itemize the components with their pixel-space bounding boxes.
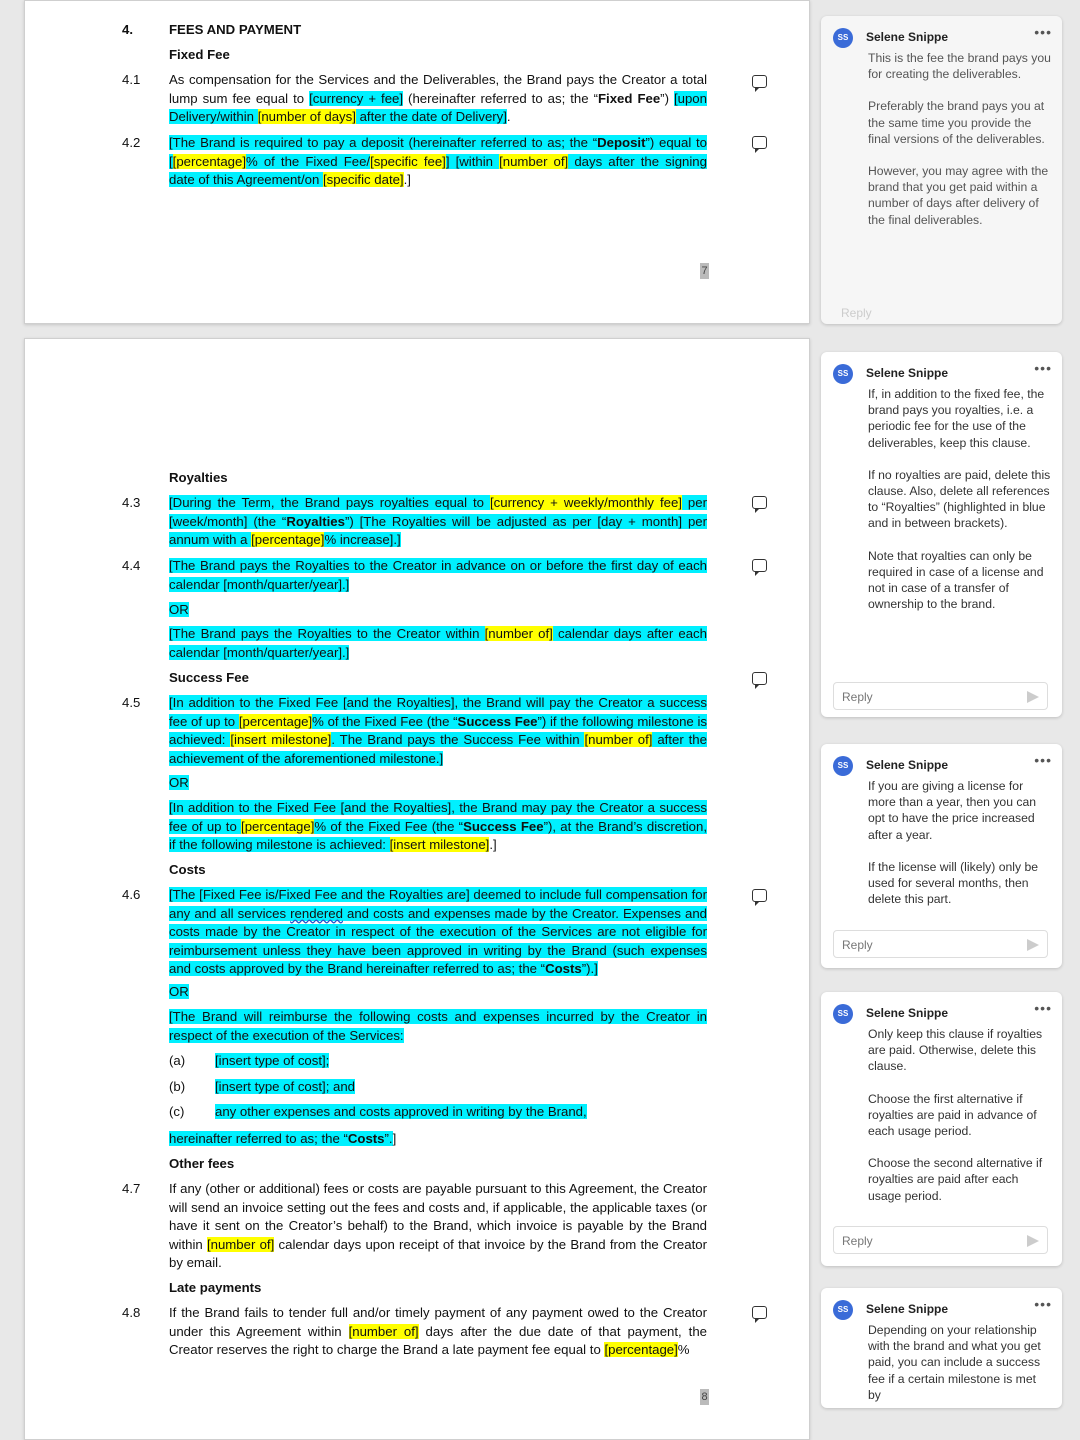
costs-definition[interactable]: hereinafter referred to as; the “Costs”.] bbox=[169, 1131, 397, 1146]
comment-marker-icon[interactable] bbox=[752, 559, 767, 572]
more-options-icon[interactable]: ••• bbox=[1034, 24, 1052, 40]
list-item[interactable]: [insert type of cost]; bbox=[215, 1053, 330, 1068]
comment-card[interactable] bbox=[821, 992, 1062, 1266]
or-divider: OR bbox=[169, 602, 189, 617]
clause-number: 4.2 bbox=[122, 135, 141, 150]
comment-marker-icon[interactable] bbox=[752, 496, 767, 509]
more-options-icon[interactable]: ••• bbox=[1034, 1296, 1052, 1312]
royalties-heading: Royalties bbox=[169, 470, 228, 485]
list-label: (b) bbox=[169, 1079, 186, 1094]
or-divider: OR bbox=[169, 775, 189, 790]
comment-author: Selene Snippe bbox=[866, 758, 949, 772]
comment-card[interactable] bbox=[821, 1288, 1062, 1408]
clause-number: 4.1 bbox=[122, 72, 141, 87]
comment-body: Only keep this clause if royalties are paid. Otherwise, delete this clause. Choose the first alternative if royalties are paid in advance of each usage period. Choose the second alternative if royalties are paid after each usage period. bbox=[868, 1027, 1043, 1203]
comment-body: If you are giving a license for more than a year, then you can opt to have the price increased after a year. If the license will (likely) only be used for several months, then delete this part. bbox=[868, 779, 1039, 907]
clause-4-2[interactable]: [The Brand is required to pay a deposit (hereinafter referred to as; the “Deposit”) equal to [[percentage]% of the Fixed Fee/[specific fee]] [within [number of] days after the signing date of this Agreement/on [specific date].] bbox=[169, 135, 707, 187]
avatar: SS bbox=[833, 1004, 853, 1024]
comment-card[interactable] bbox=[821, 744, 1062, 968]
clause-4-6-alt[interactable]: [The Brand will reimburse the following costs and expenses incurred by the Creator in respect of the execution of the Services: bbox=[169, 1009, 707, 1043]
comment-marker-icon[interactable] bbox=[752, 75, 767, 88]
reply-placeholder: Reply bbox=[842, 938, 873, 952]
clause-number: 4.5 bbox=[122, 695, 141, 710]
send-icon[interactable] bbox=[1027, 691, 1039, 703]
reply-input[interactable] bbox=[833, 930, 1048, 958]
comment-author: Selene Snippe bbox=[866, 30, 949, 44]
comment-card[interactable] bbox=[821, 352, 1062, 717]
clause-number: 4.8 bbox=[122, 1305, 141, 1320]
more-options-icon[interactable]: ••• bbox=[1034, 1000, 1052, 1016]
comment-body: Depending on your relationship with the brand and what you get paid, you can include a success fee if a certain milestone is met by bbox=[868, 1323, 1041, 1402]
clause-4-5-alt[interactable]: [In addition to the Fixed Fee [and the Royalties], the Brand may pay the Creator a success fee of up to [percentage]% of the Fixed Fee (the “Success Fee”), at the Brand’s discretion, if the following milestone is achieved: [insert milestone].] bbox=[169, 800, 707, 852]
send-icon[interactable] bbox=[1027, 939, 1039, 951]
list-item[interactable]: [insert type of cost]; and bbox=[215, 1079, 356, 1094]
comment-body: If, in addition to the fixed fee, the brand pays you royalties, i.e. a periodic fee for the use of the deliverables, keep this clause. If no royalties are paid, delete this clause. Also, delete all references to “Royalties” (highlighted in blue and in between brackets). Note that royalties can only be required in case of a license and not in case of a transfer of ownership to the brand. bbox=[868, 387, 1051, 612]
reply-input[interactable]: Reply bbox=[841, 306, 872, 320]
comment-author: Selene Snippe bbox=[866, 1302, 949, 1316]
list-label: (a) bbox=[169, 1053, 186, 1068]
avatar: SS bbox=[833, 28, 853, 48]
clause-number: 4.7 bbox=[122, 1181, 141, 1196]
send-icon[interactable] bbox=[1027, 1235, 1039, 1247]
page-number: 7 bbox=[701, 265, 708, 277]
costs-heading: Costs bbox=[169, 862, 206, 877]
late-payments-heading: Late payments bbox=[169, 1280, 262, 1295]
avatar: SS bbox=[833, 364, 853, 384]
clause-number: 4.3 bbox=[122, 495, 141, 510]
comment-marker-icon[interactable] bbox=[752, 889, 767, 902]
page-number: 8 bbox=[701, 1391, 708, 1403]
reply-placeholder: Reply bbox=[842, 1234, 873, 1248]
clause-4-5[interactable]: [In addition to the Fixed Fee [and the Royalties], the Brand will pay the Creator a success fee of up to [percentage]% of the Fixed Fee (the “Success Fee”) if the following milestone is achieved: [insert milestone]. The Brand pays the Success Fee within [number of] after the achievement of the aforementioned milestone.] bbox=[169, 695, 707, 766]
comment-card[interactable] bbox=[821, 16, 1062, 324]
clause-4-8[interactable]: If the Brand fails to tender full and/or timely payment of any payment owed to the Creator under this Agreement within [number of] days after the due date of that payment, the Creator reserves the right to charge the Brand a late payment fee equal to [percentage]% bbox=[169, 1305, 707, 1357]
document-page-7 bbox=[24, 0, 810, 324]
comment-author: Selene Snippe bbox=[866, 366, 949, 380]
other-fees-heading: Other fees bbox=[169, 1156, 235, 1171]
clause-4-4-alt[interactable]: [The Brand pays the Royalties to the Creator within [number of] calendar days after each calendar [month/quarter/year].] bbox=[169, 626, 707, 660]
comment-body: This is the fee the brand pays you for creating the deliverables. Preferably the brand pays you at the same time you provide the final versions of the deliverables. However, you may agree with the brand that you get paid within a number of days after delivery of the final deliverables. bbox=[868, 51, 1051, 227]
comment-marker-icon[interactable] bbox=[752, 136, 767, 149]
list-label: (c) bbox=[169, 1104, 185, 1119]
or-divider: OR bbox=[169, 984, 189, 999]
list-item[interactable]: any other expenses and costs approved in writing by the Brand, bbox=[215, 1104, 587, 1119]
clause-4-6[interactable]: [The [Fixed Fee is/Fixed Fee and the Royalties are] deemed to include full compensation for any and all services rendered and costs and expenses made by the Creator. Expenses and costs made by the Creator in respect of the execution of the Services are not eligible for reimbursement unless they have been approved in writing by the Brand (such expenses and costs approved by the Brand hereinafter referred to as; the “Costs”).] bbox=[169, 887, 708, 976]
comment-marker-icon[interactable] bbox=[752, 1306, 767, 1319]
reply-input[interactable] bbox=[833, 1226, 1048, 1254]
document-page-8 bbox=[24, 338, 810, 1440]
reply-placeholder: Reply bbox=[842, 690, 873, 704]
more-options-icon[interactable]: ••• bbox=[1034, 360, 1052, 376]
success-fee-heading: Success Fee bbox=[169, 670, 249, 685]
clause-4-3[interactable]: [During the Term, the Brand pays royalties equal to [currency + weekly/monthly fee] per [week/month] (the “Royalties”) [The Royalties will be adjusted as per [day + month] per annum with a [percentage]% increase].] bbox=[169, 495, 707, 547]
comment-author: Selene Snippe bbox=[866, 1006, 949, 1020]
clause-4-7[interactable]: If any (other or additional) fees or costs are payable pursuant to this Agreement, the Creator will send an invoice setting out the fees and costs and, if applicable, the applicable taxes (or have it sent on the Creator’s behalf) to the Brand, which invoice is payable by the Brand within [number of] calendar days upon receipt of that invoice by the Brand from the Creator by email. bbox=[169, 1181, 707, 1270]
comment-marker-icon[interactable] bbox=[752, 672, 767, 685]
fixed-fee-heading: Fixed Fee bbox=[169, 47, 230, 62]
section-title: FEES AND PAYMENT bbox=[169, 22, 302, 37]
clause-4-4[interactable]: [The Brand pays the Royalties to the Creator in advance on or before the first day of each calendar [month/quarter/year].] bbox=[169, 558, 707, 592]
clause-number: 4.4 bbox=[122, 558, 141, 573]
avatar: SS bbox=[833, 1300, 853, 1320]
clause-4-1[interactable]: As compensation for the Services and the Deliverables, the Brand pays the Creator a total lump sum fee equal to [currency + fee] (hereinafter referred to as; the “Fixed Fee”) [upon Delivery/within [number of days] after the date of Delivery]. bbox=[169, 72, 707, 124]
reply-input[interactable] bbox=[833, 682, 1048, 710]
more-options-icon[interactable]: ••• bbox=[1034, 752, 1052, 768]
section-number: 4. bbox=[122, 22, 133, 37]
avatar: SS bbox=[833, 756, 853, 776]
clause-number: 4.6 bbox=[122, 887, 141, 902]
